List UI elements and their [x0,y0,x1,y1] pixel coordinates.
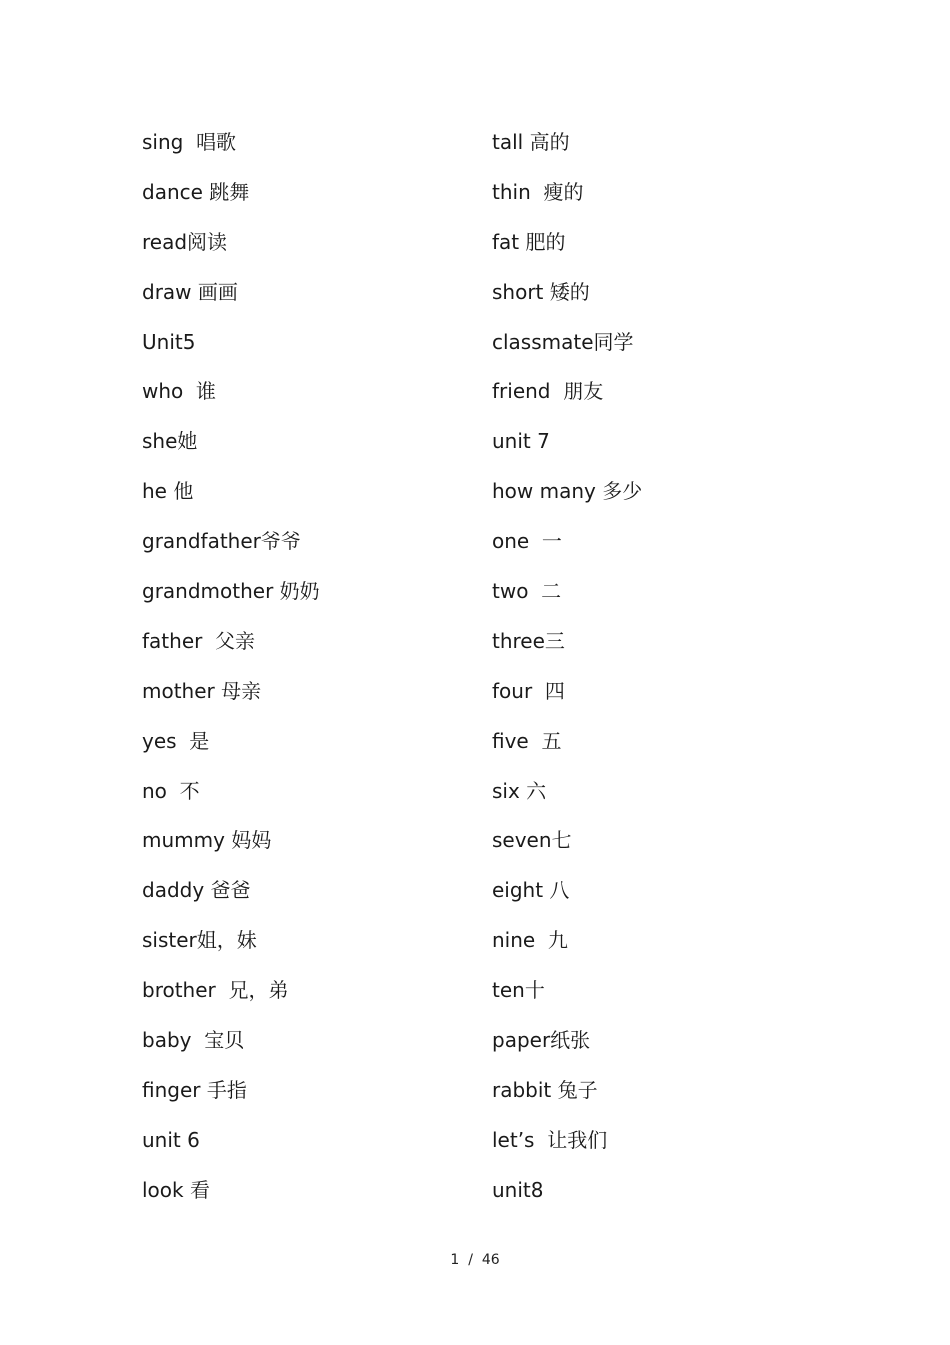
vocab-entry: no 不 [142,778,200,803]
unit-heading: unit 7 [492,429,550,454]
vocab-entry: classmate同学 [492,329,634,354]
current-page: 1 [450,1252,460,1268]
vocab-entry: baby 宝贝 [142,1028,245,1053]
vocab-entry: four 四 [492,678,565,703]
vocab-entry: fat 肥的 [492,229,566,254]
vocab-entry: rabbit 兔子 [492,1077,598,1102]
page-number [0,1252,950,1268]
vocab-entry: look 看 [142,1177,210,1202]
vocab-entry: ten十 [492,978,545,1003]
vocab-entry: five 五 [492,728,562,753]
vocab-entry: how many 多少 [492,479,643,504]
vocab-entry: nine 九 [492,928,568,953]
vocab-entry: short 矮的 [492,279,590,304]
vocab-entry: seven七 [492,828,572,853]
vocab-entry: father 父亲 [142,628,256,653]
unit-heading: unit8 [492,1177,544,1202]
vocab-entry: thin 瘦的 [492,179,584,204]
vocab-entry: who 谁 [142,379,216,404]
vocab-entry: dance 跳舞 [142,179,250,204]
vocab-entry: eight 八 [492,878,570,903]
page-separator: / [468,1252,473,1268]
vocab-entry: grandfather爷爷 [142,529,301,554]
vocab-entry: she她 [142,429,198,454]
vocab-entry: read阅读 [142,229,228,254]
vocab-entry: tall 高的 [492,130,570,154]
vocab-entry: grandmother 奶奶 [142,579,320,604]
total-pages: 46 [481,1252,500,1268]
vocab-entry: six 六 [492,778,547,803]
unit-heading: Unit5 [142,329,196,354]
vocab-entry: one 一 [492,529,562,554]
vocab-entry: draw 画画 [142,279,238,304]
vocab-entry: sing 唱歌 [142,130,237,154]
vocab-entry: mother 母亲 [142,678,262,703]
vocab-entry: he 他 [142,479,194,504]
vocab-entry: sister姐，妹 [142,928,257,953]
vocab-entry: yes 是 [142,728,210,753]
vocab-entry: two 二 [492,579,562,604]
unit-heading: unit 6 [142,1127,200,1152]
left-vocabulary-column [142,128,320,1226]
vocab-entry: friend 朋友 [492,379,604,404]
vocab-entry: three三 [492,628,565,653]
vocab-entry: mummy 妈妈 [142,828,272,853]
vocab-entry: let’s 让我们 [492,1127,608,1152]
vocab-entry: finger 手指 [142,1077,247,1102]
right-vocabulary-column [492,128,642,1226]
vocab-entry: daddy 爸爸 [142,878,251,903]
vocab-entry: paper纸张 [492,1028,591,1053]
vocab-entry: brother 兄，弟 [142,978,289,1003]
